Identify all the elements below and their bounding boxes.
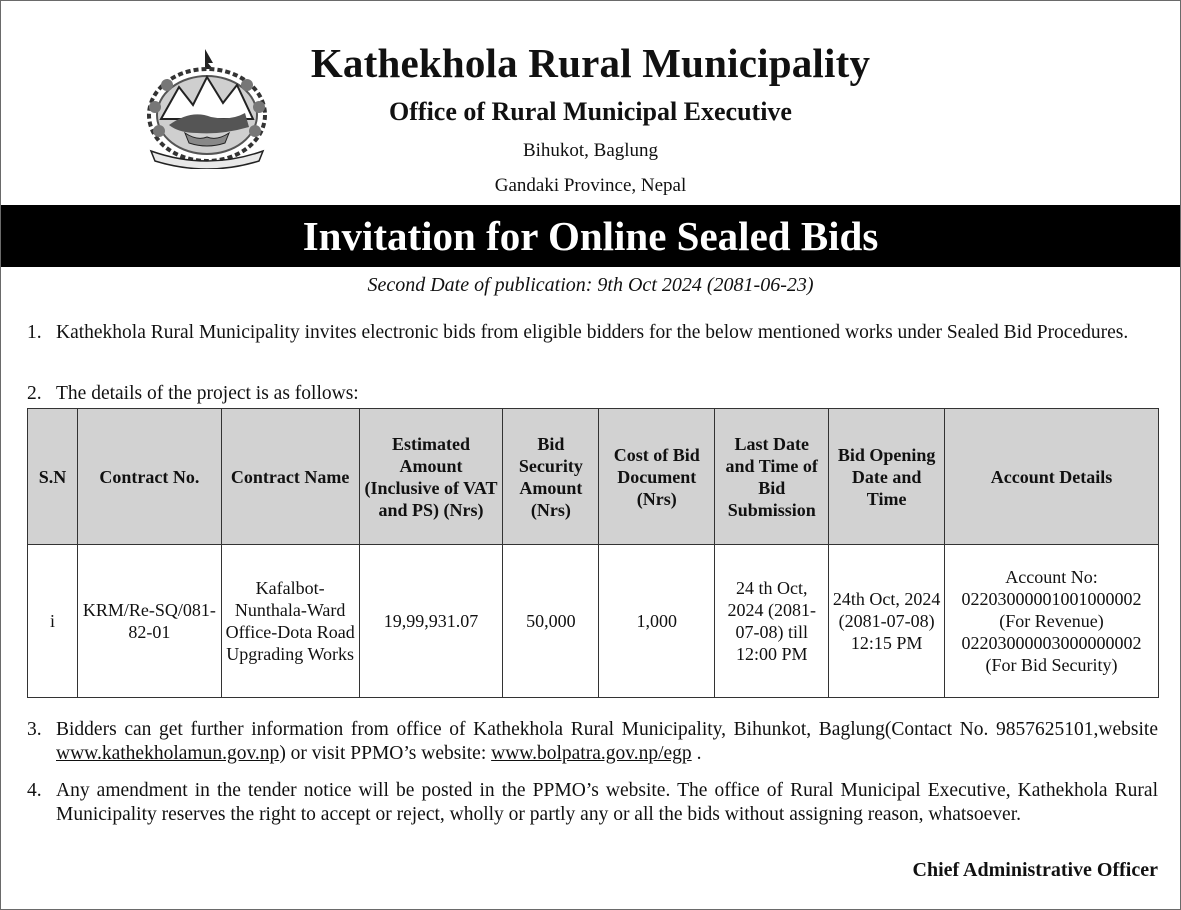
paragraph-number: 2.	[27, 383, 42, 404]
header-cost-of-bid-document: Cost of Bid Document (Nrs)	[599, 409, 715, 545]
paragraph-1	[27, 321, 1158, 345]
office-subtitle: Office of Rural Municipal Executive	[389, 97, 792, 126]
paragraph-number: 4.	[27, 780, 42, 801]
ppmo-website-link[interactable]: www.bolpatra.gov.np/egp	[491, 743, 692, 764]
cell-bid-security: 50,000	[503, 545, 599, 698]
notice-header	[1, 1, 1180, 206]
account-label: Account No:	[1005, 567, 1098, 587]
paragraph-text: The details of the project is as follows:	[56, 383, 359, 404]
paragraph-text: Kathekhola Rural Municipality invites electronic bids from eligible bidders for the below mentioned works under Sealed Bid Procedures.	[56, 322, 1129, 343]
municipality-title: Kathekhola Rural Municipality	[310, 40, 871, 86]
paragraph-4	[27, 779, 1158, 827]
paragraph-text-middle: ) or visit PPMO’s website:	[279, 743, 492, 764]
header-contract-name: Contract Name	[221, 409, 359, 545]
paragraph-number: 3.	[27, 719, 42, 740]
header-bid-security: Bid Security Amount (Nrs)	[503, 409, 599, 545]
address-line-1: Bihukot, Baglung	[522, 140, 659, 161]
cell-sn: i	[28, 545, 78, 698]
municipality-website-link[interactable]: www.kathekholamun.gov.np	[56, 743, 280, 764]
paragraph-text	[56, 718, 1158, 766]
header-estimated-amount: Estimated Amount (Inclusive of VAT and PS) (Nrs)	[359, 409, 503, 545]
project-details-table	[27, 408, 1159, 698]
cell-contract-no: KRM/Re-SQ/081-82-01	[77, 545, 221, 698]
paragraph-text-after: .	[691, 743, 702, 764]
notice-banner: Invitation for Online Sealed Bids	[1, 205, 1180, 267]
cell-last-date: 24 th Oct, 2024 (2081-07-08) till 12:00 PM	[715, 545, 829, 698]
paragraph-text: Any amendment in the tender notice will be posted in the PPMO’s website. The office of Rural Municipal Executive, Kathekhola Rural Municipality reserves the right to accept or reject, wholly or partly any or all the bids without assigning reason, whatsoever.	[56, 780, 1158, 825]
cell-contract-name: Kafalbot-Nunthala-Ward Office-Dota Road Upgrading Works	[221, 545, 359, 698]
cell-account-details	[945, 545, 1159, 698]
publication-date: Second Date of publication: 9th Oct 2024 (2081-06-23)	[367, 274, 814, 296]
revenue-account-number: 02203000001001000002	[961, 589, 1142, 609]
svg-text:· · · · · · · · ·: · · · · · · · · ·	[190, 158, 224, 165]
header-contract-no: Contract No.	[77, 409, 221, 545]
signature-title: Chief Administrative Officer	[912, 859, 1158, 881]
table-header-row	[28, 409, 1159, 545]
paragraph-3	[27, 718, 1158, 766]
paragraph-number: 1.	[27, 322, 42, 343]
paragraph-2	[27, 382, 1158, 406]
header-opening-date: Bid Opening Date and Time	[829, 409, 945, 545]
address-line-2: Gandaki Province, Nepal	[494, 175, 687, 196]
table-row	[28, 545, 1159, 698]
header-sn: S.N	[28, 409, 78, 545]
paragraph-text-before: Bidders can get further information from office of Kathekhola Rural Municipality, Bihunkot, Baglung(Contact No. 9857625101,website	[56, 719, 1158, 740]
revenue-account-note: (For Revenue)	[999, 611, 1104, 631]
cell-cost-of-bid-document: 1,000	[599, 545, 715, 698]
header-last-date: Last Date and Time of Bid Submission	[715, 409, 829, 545]
cell-opening-date: 24th Oct, 2024 (2081-07-08) 12:15 PM	[829, 545, 945, 698]
bid-security-account-note: (For Bid Security)	[985, 655, 1118, 675]
bid-security-account-number: 02203000003000000002	[961, 633, 1142, 653]
cell-estimated-amount: 19,99,931.07	[359, 545, 503, 698]
header-account-details: Account Details	[945, 409, 1159, 545]
